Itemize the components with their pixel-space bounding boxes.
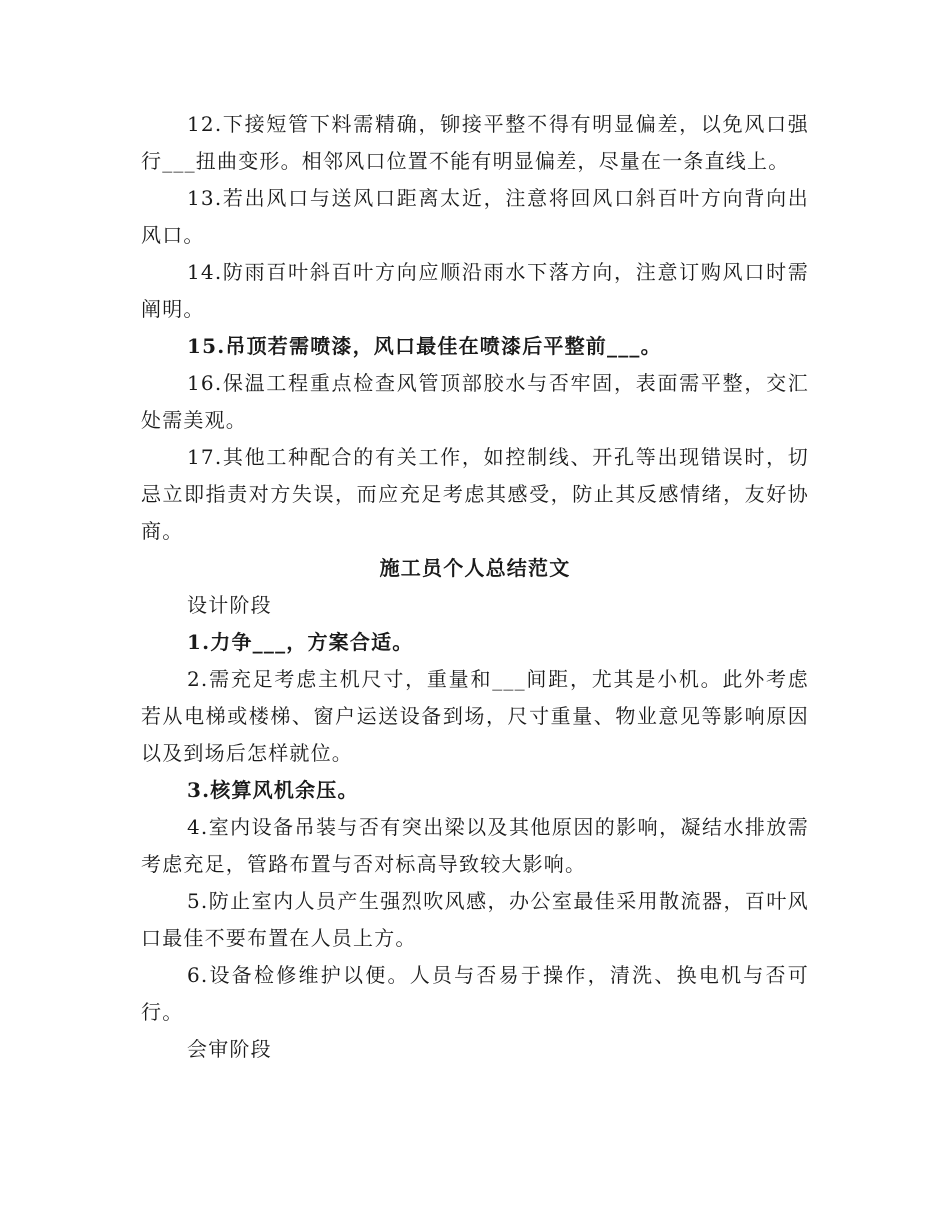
paragraph-13: 13.若出风口与送风口距离太近，注意将回风口斜百叶方向背向出风口。 — [141, 186, 809, 247]
design-item-5: 5.防止室内人员产生强烈吹风感，办公室最佳采用散流器，百叶风口最佳不要布置在人员上方。 — [141, 889, 809, 950]
paragraph-16: 16.保温工程重点检查风管顶部胶水与否牢固，表面需平整，交汇处需美观。 — [141, 371, 809, 432]
design-item-2: 2.需充足考虑主机尺寸，重量和___间距，尤其是小机。此外考虑若从电梯或楼梯、窗户运送设备到场，尺寸重量、物业意见等影响原因以及到场后怎样就位。 — [141, 667, 809, 765]
paragraph-14: 14.防雨百叶斜百叶方向应顺沿雨水下落方向，注意订购风口时需阐明。 — [141, 260, 809, 321]
design-item-3: 3.核算风机余压。 — [187, 778, 359, 802]
paragraph-12: 12.下接短管下料需精确，铆接平整不得有明显偏差，以免风口强行___扭曲变形。相邻风口位置不能有明显偏差，尽量在一条直线上。 — [141, 112, 809, 173]
design-item-4: 4.室内设备吊装与否有突出梁以及其他原因的影响，凝结水排放需考虑充足，管路布置与否对标高导致较大影响。 — [141, 815, 809, 876]
paragraph-17: 17.其他工种配合的有关工作，如控制线、开孔等出现错误时，切忌立即指责对方失误，而应充足考虑其感受，防止其反感情绪，友好协商。 — [141, 445, 809, 543]
document-body — [141, 106, 809, 1068]
design-item-6: 6.设备检修维护以便。人员与否易于操作，清洗、换电机与否可行。 — [141, 963, 809, 1024]
paragraph-15: 15.吊顶若需喷漆，风口最佳在喷漆后平整前___。 — [187, 334, 662, 358]
stage-heading-design: 设计阶段 — [187, 593, 272, 617]
design-item-1: 1.力争___，方案合适。 — [187, 630, 414, 654]
stage-heading-review: 会审阶段 — [187, 1037, 272, 1061]
section-title: 施工员个人总结范文 — [379, 556, 571, 580]
